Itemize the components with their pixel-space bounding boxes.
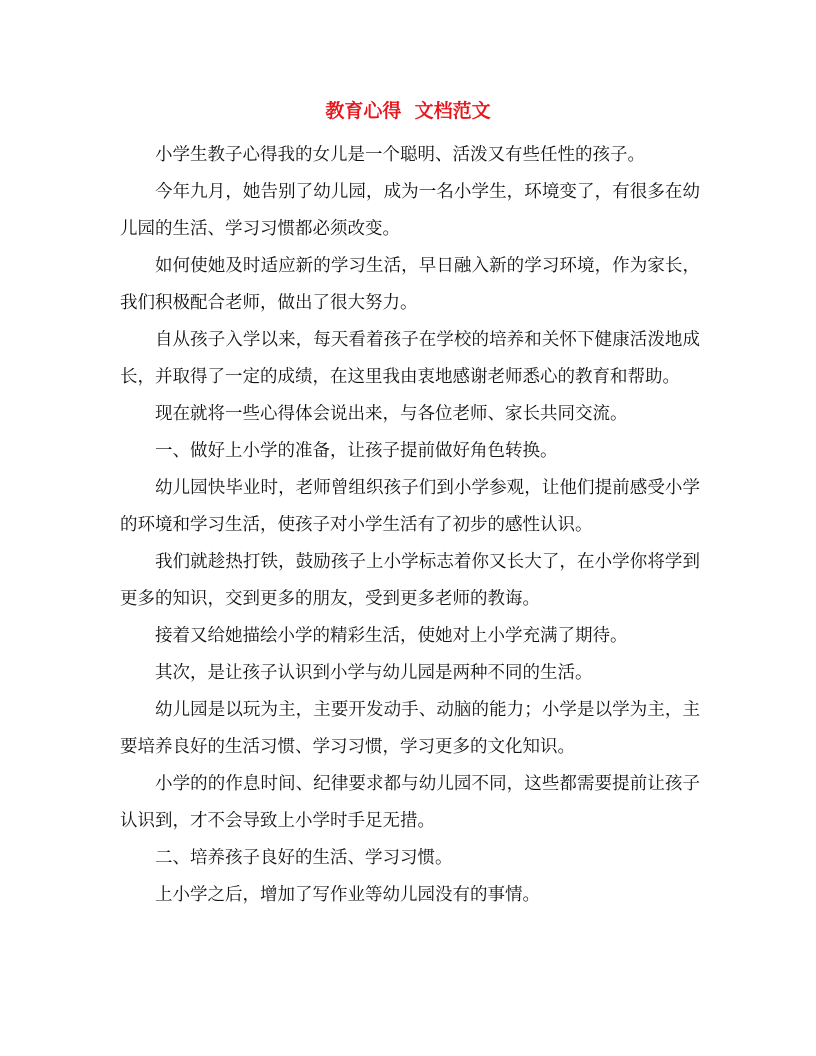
paragraph: 幼儿园快毕业时，老师曾组织孩子们到小学参观，让他们提前感受小学的环境和学习生活，使孩子对小学生活有了初步的感性认识。 [120,478,700,535]
paragraph: 今年九月，她告别了幼儿园，成为一名小学生，环境变了，有很多在幼儿园的生活、学习习惯都必须改变。 [120,182,700,239]
paragraph: 如何使她及时适应新的学习生活，早日融入新的学习环境，作为家长，我们积极配合老师，做出了很大努力。 [120,256,700,313]
paragraph: 现在就将一些心得体会说出来，与各位老师、家长共同交流。 [155,404,628,424]
document-body [120,137,700,914]
paragraph: 接着又给她描绘小学的精彩生活，使她对上小学充满了期待。 [155,626,628,646]
paragraph: 小学生教子心得我的女儿是一个聪明、活泼又有些任性的孩子。 [155,145,645,165]
paragraph: 上小学之后，增加了写作业等幼儿园没有的事情。 [155,885,540,905]
paragraph: 我们就趁热打铁，鼓励孩子上小学标志着你又长大了，在小学你将学到更多的知识，交到更多的朋友，受到更多老师的教诲。 [120,552,700,609]
section-heading: 二、培养孩子良好的生活、学习习惯。 [155,848,453,868]
document-title: 教育心得 文档范文 [325,100,491,122]
paragraph: 小学的的作息时间、纪律要求都与幼儿园不同，这些都需要提前让孩子认识到，才不会导致上小学时手足无措。 [120,774,700,831]
paragraph: 其次，是让孩子认识到小学与幼儿园是两种不同的生活。 [155,663,593,683]
section-heading: 一、做好上小学的准备，让孩子提前做好角色转换。 [155,441,558,461]
paragraph: 幼儿园是以玩为主，主要开发动手、动脑的能力；小学是以学为主，主要培养良好的生活习惯、学习习惯，学习更多的文化知识。 [120,700,700,757]
paragraph: 自从孩子入学以来，每天看着孩子在学校的培养和关怀下健康活泼地成长，并取得了一定的成绩，在这里我由衷地感谢老师悉心的教育和帮助。 [120,330,700,387]
